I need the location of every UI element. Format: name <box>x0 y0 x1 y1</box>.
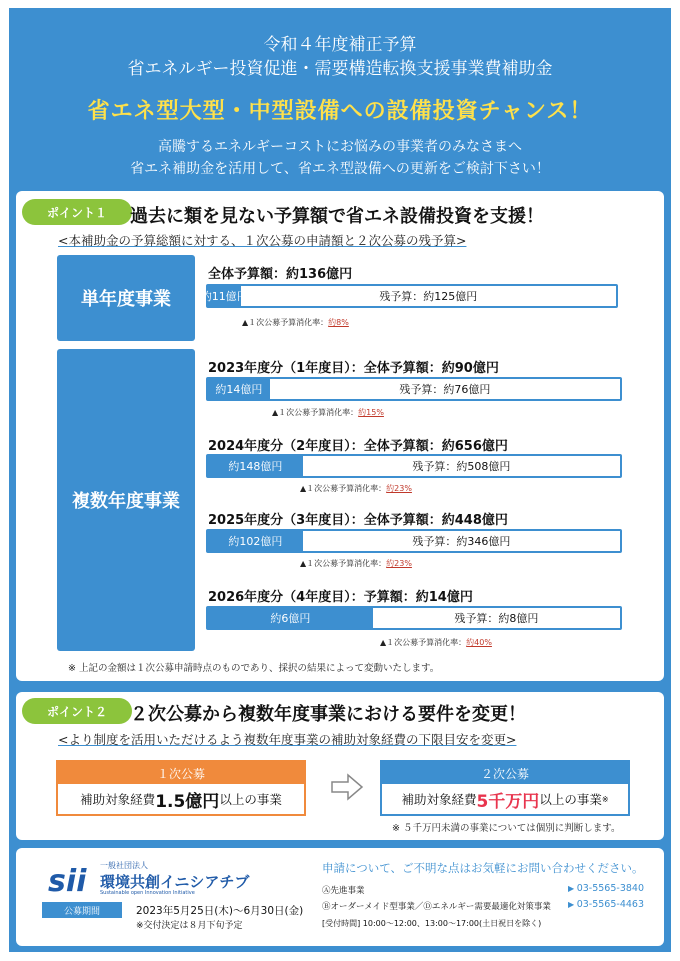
multi-year-3-bar <box>206 529 622 553</box>
rate-label: ▲１次公募予算消化率： <box>272 408 359 417</box>
first-round-amount: 1.5億円 <box>155 791 220 812</box>
single-year-category: 単年度事業 <box>57 255 195 341</box>
second-round-box <box>380 760 630 816</box>
point2-subtitle: <より制度を活用いただけるよう複数年度事業の補助対象経費の下限目安を変更> <box>58 732 517 747</box>
point2-panel <box>16 692 664 840</box>
multi-year-2-title: 2024年度分（2年度目）：全体予算額：約656億円 <box>208 439 508 454</box>
multi-year-4-used: 約6億円 <box>208 608 373 628</box>
arrow-right-icon <box>330 774 364 800</box>
requirement-prefix: 補助対象経費 <box>401 792 477 807</box>
lead-text-2: 省エネ補助金を活用して、省エネ型設備への更新をご検討下さい！ <box>130 161 550 177</box>
contact-2-phone[interactable]: ▶ 03-5565-4463 <box>568 899 644 910</box>
contact-hours: [受付時間] 10:00～12:00、13:00～17:00(土日祝日を除く) <box>322 919 542 928</box>
multi-year-3-title: 2025年度分（3年度目）：全体予算額：約448億円 <box>208 513 508 528</box>
multi-year-3-rate <box>300 558 412 569</box>
multi-year-3-remaining: 残予算：約346億円 <box>412 535 511 548</box>
multi-year-2-remaining: 残予算：約508億円 <box>412 460 511 473</box>
single-year-remaining: 残予算：約125億円 <box>379 290 478 303</box>
rate-label: ▲１次公募予算消化率： <box>300 484 387 493</box>
period-label: 公募期間 <box>42 902 122 918</box>
multi-year-1-used: 約14億円 <box>208 379 270 399</box>
single-year-rate <box>242 317 349 328</box>
multi-year-2-rate <box>300 483 412 494</box>
footnote-mark: ※ <box>601 794 609 804</box>
requirement-prefix: 補助対象経費 <box>80 792 156 807</box>
rate-value: 約8% <box>328 318 349 327</box>
multi-year-4-rate <box>380 637 492 648</box>
rate-value: 約23% <box>386 559 412 568</box>
point2-tag: ポイント２ <box>22 698 132 724</box>
rate-value: 約23% <box>386 484 412 493</box>
logo-mark: sii <box>48 864 87 899</box>
contact-heading: 申請について、ご不明な点はお気軽にお問い合わせください。 <box>322 861 644 875</box>
subsidy-name: 省エネルギー投資促進・需要構造転換支援事業費補助金 <box>127 59 553 79</box>
multi-year-1-remaining: 残予算：約76億円 <box>399 383 491 396</box>
contact-1-phone[interactable]: ▶ 03-5565-3840 <box>568 883 644 894</box>
multi-year-category: 複数年度事業 <box>57 349 195 651</box>
multi-year-2-bar <box>206 454 622 478</box>
rate-value: 約40% <box>466 638 492 647</box>
budget-title: 令和４年度補正予算 <box>263 35 417 55</box>
rate-label: ▲１次公募予算消化率： <box>242 318 329 327</box>
second-round-requirement <box>382 784 628 814</box>
multi-year-1-rate <box>272 407 384 418</box>
logo-org-type: 一般社団法人 <box>100 861 148 870</box>
copyright: Copyright©Sustainable open Innovation Initiative. All Right Reserved. <box>208 932 472 941</box>
rate-label: ▲１次公募予算消化率： <box>380 638 467 647</box>
second-round-amount: 5千万円 <box>476 791 540 812</box>
requirement-suffix: 以上の事業 <box>539 792 602 807</box>
point2-footnote: ※ ５千万円未満の事業については個別に判断します。 <box>392 823 621 834</box>
multi-year-2-used: 約148億円 <box>208 456 303 476</box>
headline: 省エネ型大型・中型設備への設備投資チャンス！ <box>87 99 593 124</box>
period-note: ※交付決定は８月下旬予定 <box>136 921 243 931</box>
logo-name: 環境共創イニシアチブ <box>100 873 250 891</box>
rate-value: 約15% <box>358 408 384 417</box>
period-value: 2023年5月25日(木)～6月30日(金) <box>136 905 304 917</box>
point1-tag: ポイント１ <box>22 199 132 225</box>
single-year-used: 約11億円 <box>208 286 241 306</box>
contact-1-label: Ⓐ先進事業 <box>322 886 365 896</box>
point1-footnote: ※ 上記の金額は１次公募申請時点のものであり、採択の結果によって変動いたします。 <box>68 663 440 674</box>
first-round-requirement <box>58 784 304 814</box>
requirement-suffix: 以上の事業 <box>219 792 282 807</box>
multi-year-4-bar <box>206 606 622 630</box>
single-year-title: 全体予算額：約136億円 <box>208 267 353 282</box>
logo-english: Sustainable open Innovation Initiative <box>100 890 195 896</box>
point1-title: 過去に類を見ない予算額で省エネ設備投資を支援！ <box>130 206 544 227</box>
first-round-head: １次公募 <box>58 762 304 784</box>
first-round-box <box>56 760 306 816</box>
rate-label: ▲１次公募予算消化率： <box>300 559 387 568</box>
point2-title: ２次公募から複数年度事業における要件を変更！ <box>130 704 526 725</box>
flyer <box>9 8 671 952</box>
point1-subtitle: <本補助金の予算総額に対する、１次公募の申請額と２次公募の残予算> <box>58 233 467 248</box>
multi-year-3-used: 約102億円 <box>208 531 303 551</box>
multi-year-4-title: 2026年度分（4年度目）：予算額：約14億円 <box>208 590 473 605</box>
point1-panel <box>16 191 664 681</box>
single-year-bar <box>200 284 618 308</box>
multi-year-4-remaining: 残予算：約8億円 <box>454 612 539 625</box>
second-round-head: ２次公募 <box>382 762 628 784</box>
multi-year-1-bar <box>206 377 622 401</box>
contact-2-label: Ⓑオーダーメイド型事業／Ⓓエネルギー需要最適化対策事業 <box>322 902 551 912</box>
lead-text-1: 高騰するエネルギーコストにお悩みの事業者のみなさまへ <box>158 139 522 155</box>
multi-year-1-title: 2023年度分（1年度目）：全体予算額：約90億円 <box>208 361 499 376</box>
